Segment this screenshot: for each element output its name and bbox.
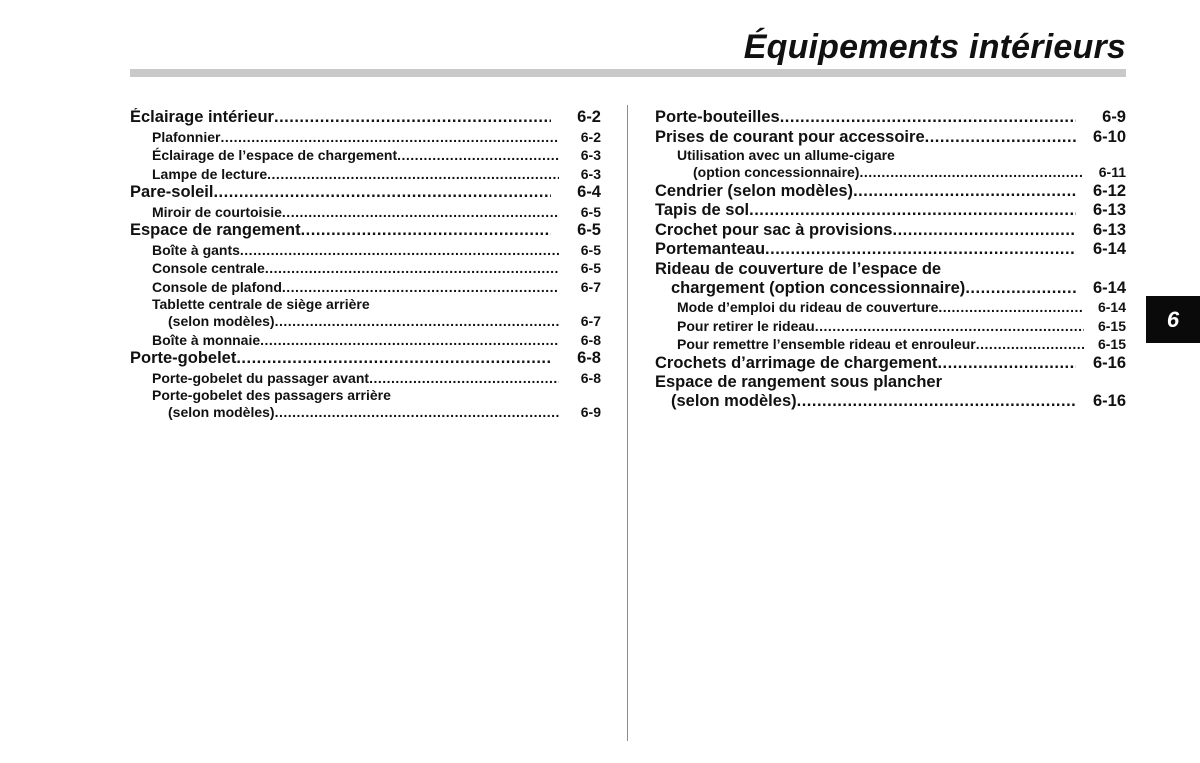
toc-left-column: [130, 108, 601, 422]
toc-subentry-first-line[interactable]: Porte-gobelet des passagers arrière: [152, 387, 391, 403]
toc-subentry[interactable]: Lampe de lecture ..... 6-3: [130, 165, 601, 184]
toc-subentry[interactable]: Boîte à gants ..... 6-5: [130, 241, 601, 260]
toc-entry-first-line[interactable]: Rideau de couverture de l’espace de: [655, 259, 942, 278]
toc-subentry[interactable]: Console de plafond ..... 6-7: [130, 278, 601, 297]
toc-entry[interactable]: Espace de rangement ..... 6-5: [130, 221, 601, 241]
toc-entry[interactable]: Crochets d’arrimage de chargement ..... 6-16: [655, 354, 1126, 374]
toc-subentry[interactable]: Plafonnier ..... 6-2: [130, 128, 601, 147]
column-divider: [627, 105, 628, 741]
chapter-tab: 6: [1146, 296, 1200, 343]
toc-entry-first-line[interactable]: Espace de rangement sous plancher: [655, 373, 943, 391]
toc-entry[interactable]: Pare-soleil ..... 6-4: [130, 183, 601, 203]
toc-entry[interactable]: Portemanteau ..... 6-14: [655, 240, 1126, 260]
toc-subentry[interactable]: Pour retirer le rideau ..... 6-15: [655, 317, 1126, 336]
toc-subentry[interactable]: (selon modèles) ..... 6-7: [130, 312, 601, 331]
toc-subentry[interactable]: Console centrale ..... 6-5: [130, 259, 601, 278]
toc-entry[interactable]: Crochet pour sac à provisions ..... 6-13: [655, 221, 1126, 241]
toc-subentry[interactable]: Pour remettre l’ensemble rideau et enrouleur ..... 6-15: [655, 335, 1126, 354]
toc-subentry[interactable]: Porte-gobelet du passager avant ..... 6-8: [130, 369, 601, 388]
toc-subentry[interactable]: Mode d’emploi du rideau de couverture ..... 6-14: [655, 298, 1126, 317]
toc-entry[interactable]: (selon modèles) ..... 6-16: [655, 392, 1126, 412]
toc-entry[interactable]: chargement (option concessionnaire) ..... 6-14: [655, 279, 1126, 299]
toc-entry[interactable]: Éclairage intérieur ..... 6-2: [130, 108, 601, 128]
toc-subentry[interactable]: Boîte à monnaie ..... 6-8: [130, 331, 601, 350]
toc-entry[interactable]: Porte-bouteilles ..... 6-9: [655, 108, 1126, 128]
toc-subentry[interactable]: Miroir de courtoisie ..... 6-5: [130, 203, 601, 222]
toc-subentry[interactable]: (selon modèles) ..... 6-9: [130, 403, 601, 422]
toc-subentry-first-line[interactable]: Utilisation avec un allume-cigare: [677, 147, 895, 163]
toc-right-column: [655, 108, 1126, 412]
toc-entry[interactable]: Porte-gobelet ..... 6-8: [130, 349, 601, 369]
toc-entry[interactable]: Prises de courant pour accessoire ..... 6-10: [655, 128, 1126, 148]
toc-subentry-first-line[interactable]: Tablette centrale de siège arrière: [152, 296, 370, 312]
header-rule: [130, 69, 1126, 77]
toc-entry[interactable]: Cendrier (selon modèles) ..... 6-12: [655, 182, 1126, 202]
toc-entry[interactable]: Tapis de sol ..... 6-13: [655, 201, 1126, 221]
toc-subentry[interactable]: (option concessionnaire) ..... 6-11: [655, 163, 1126, 182]
page-title: Équipements intérieurs: [743, 28, 1126, 66]
toc-subentry[interactable]: Éclairage de l’espace de chargement ..... 6-3: [130, 146, 601, 165]
